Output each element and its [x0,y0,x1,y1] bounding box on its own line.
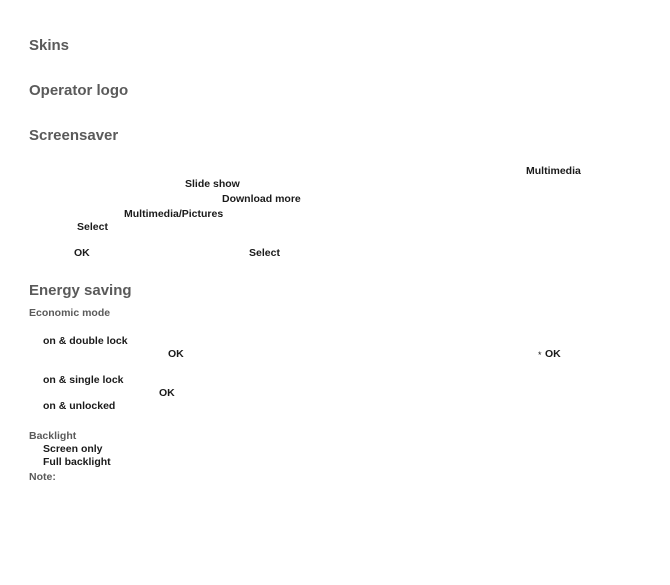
menu-download-more: Download more [222,193,301,205]
softkey-ok: OK [74,247,90,259]
softkey-ok: OK [159,387,175,399]
option-full-backlight: Full backlight [43,456,111,468]
heading-skins: Skins [29,37,70,54]
menu-multimedia-pictures: Multimedia/Pictures [124,208,224,220]
option-on-unlocked: on & unlocked [43,400,116,412]
subheading-backlight: Backlight [29,430,77,442]
option-on-double-lock: on & double lock [43,335,128,347]
heading-operator-logo: Operator logo [29,82,129,99]
softkey-select-2: Select [249,247,280,259]
softkey-ok: OK [168,348,184,360]
menu-multimedia: Multimedia [526,165,581,177]
note-label: Note: [29,471,56,483]
heading-energy-saving: Energy saving [29,282,132,299]
star-key-icon: * [538,350,542,360]
option-screen-only: Screen only [43,443,103,455]
menu-slide-show: Slide show [185,178,240,190]
option-on-single-lock: on & single lock [43,374,124,386]
heading-screensaver: Screensaver [29,127,119,144]
softkey-select: Select [77,221,108,233]
subheading-economic-mode: Economic mode [29,307,111,319]
softkey-ok: OK [545,348,561,360]
